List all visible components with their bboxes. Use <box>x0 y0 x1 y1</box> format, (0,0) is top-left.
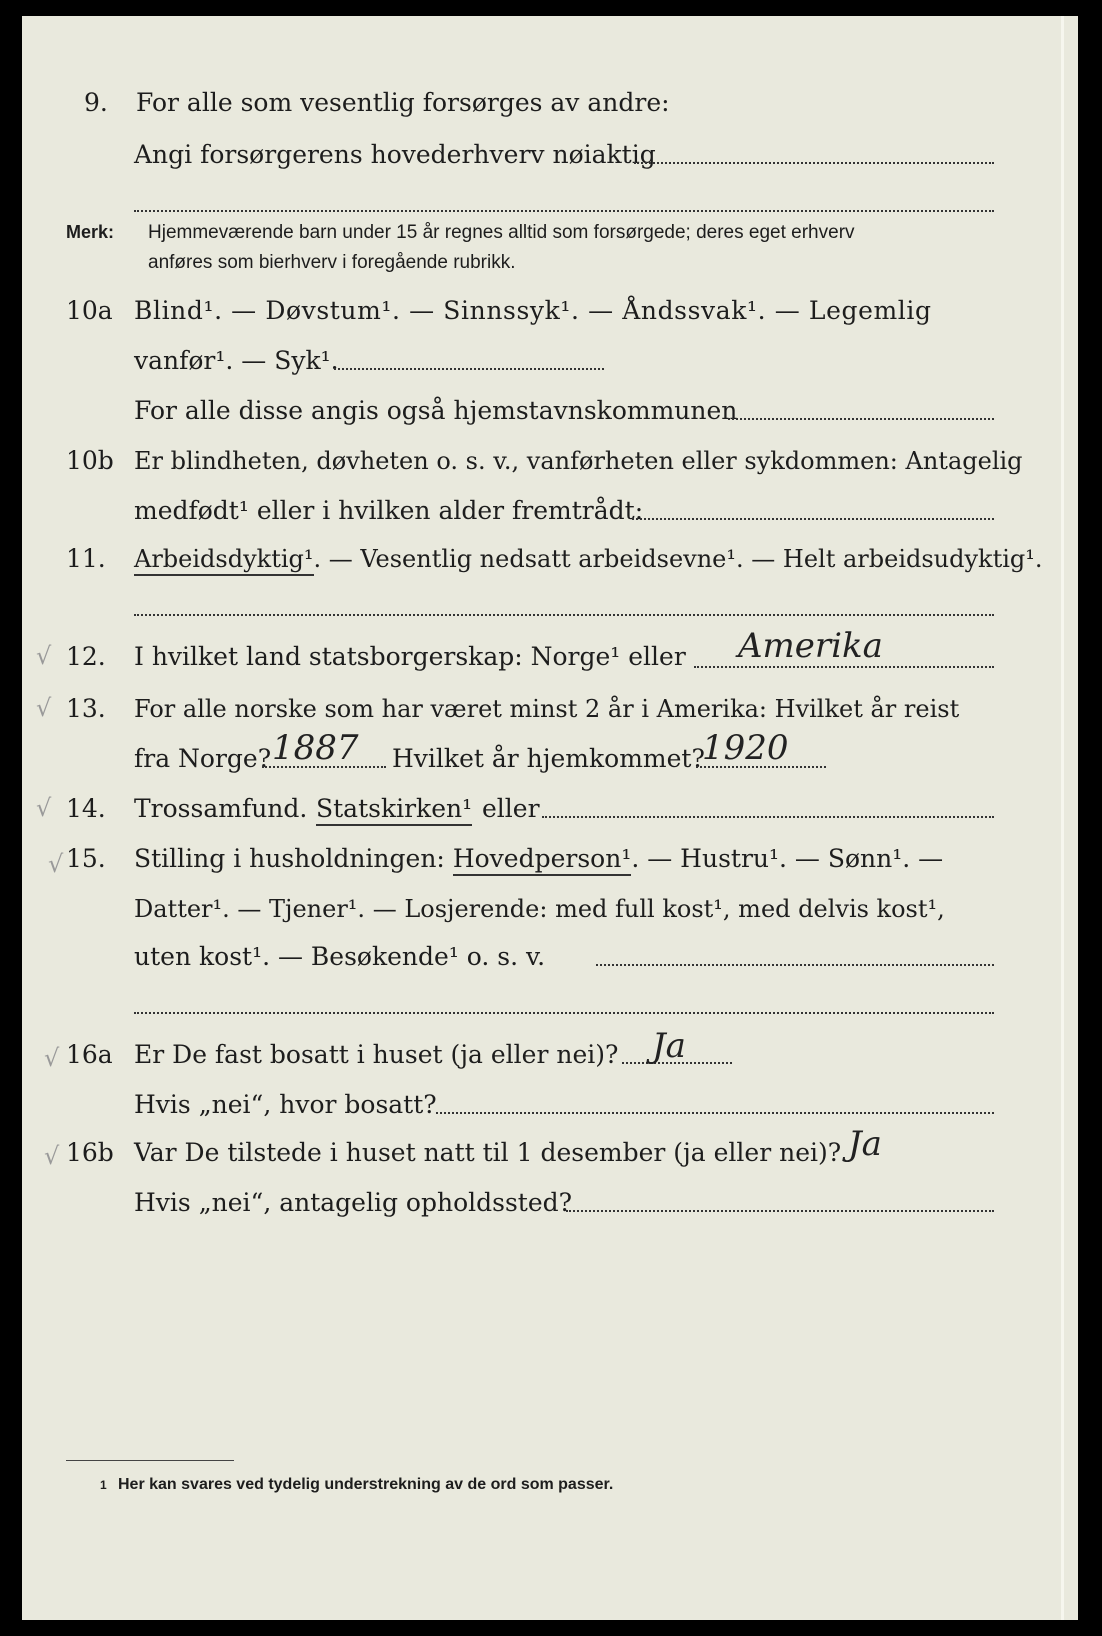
question-10a-municipality-line[interactable] <box>728 418 994 420</box>
census-form-page <box>22 16 1078 1620</box>
question-13-handwritten-year-returned[interactable]: 1920 <box>702 728 789 768</box>
question-13-check-mark: √ <box>36 694 52 722</box>
question-15-line1b: . — Hustru¹. — Sønn¹. — <box>631 844 944 873</box>
question-10a-line1: Blind¹. — Døvstum¹. — Sinnssyk¹. — Åndssvak¹. — Legemlig <box>134 296 932 325</box>
page-edge <box>1061 16 1064 1620</box>
question-9-line1: For alle som vesentlig forsørges av andre: <box>136 88 670 117</box>
question-12-handwritten-answer[interactable]: Amerika <box>738 626 883 666</box>
question-10a-number: 10a <box>66 296 113 325</box>
question-11-line <box>134 544 1043 574</box>
question-15-number: 15. <box>66 844 106 873</box>
question-11-rest: . — Vesentlig nedsatt arbeidsevne¹. — Helt arbeidsudyktig¹. <box>313 545 1043 573</box>
question-15-check-mark: √ <box>48 850 64 878</box>
question-16b-line2: Hvis „nei“, antagelig opholdssted? <box>134 1188 573 1217</box>
merk-label: Merk: <box>66 222 115 242</box>
question-14-answer-line[interactable] <box>542 816 994 818</box>
question-15-answer-line-2[interactable] <box>134 1012 994 1014</box>
question-12-answer-line[interactable] <box>694 666 994 668</box>
question-12-check-mark: √ <box>36 642 52 670</box>
question-15-line2: Datter¹. — Tjener¹. — Losjerende: med full kost¹, med delvis kost¹, <box>134 895 945 923</box>
question-14-rest: eller <box>482 794 540 823</box>
question-12-text: I hvilket land statsborgerskap: Norge¹ eller <box>134 642 686 671</box>
question-13-line2b: Hvilket år hjemkommet? <box>392 744 705 773</box>
merk-line1: Hjemmeværende barn under 15 år regnes alltid som forsørgede; deres eget erhverv <box>148 222 855 243</box>
merk-line2: anføres som bierhverv i foregående rubrikk. <box>148 252 516 273</box>
question-9-answer-line-2[interactable] <box>134 210 994 212</box>
question-14-text: Trossamfund. <box>134 794 308 823</box>
question-9-answer-line[interactable] <box>634 162 994 164</box>
question-10a-line2: vanfør¹. — Syk¹. <box>134 346 339 375</box>
question-15-line3: uten kost¹. — Besøkende¹ o. s. v. <box>134 942 546 971</box>
question-13-line2a: fra Norge? <box>134 744 272 773</box>
question-15-line1 <box>134 844 943 874</box>
question-11-answer-line[interactable] <box>134 614 994 616</box>
question-10b-line1: Er blindheten, døvheten o. s. v., vanførheten eller sykdommen: Antagelig <box>134 447 1023 475</box>
question-16a-check-mark: √ <box>44 1044 60 1072</box>
question-14-check-mark: √ <box>36 794 52 822</box>
footnote-text: Her kan svares ved tydelig understrekning av de ord som passer. <box>118 1476 614 1493</box>
footnote-rule <box>66 1460 234 1461</box>
question-9-number: 9. <box>84 88 108 117</box>
question-14-underlined-option[interactable]: Statskirken¹ <box>316 794 472 824</box>
question-15-underlined-option[interactable]: Hovedperson¹ <box>453 844 632 876</box>
question-16b-handwritten-answer[interactable]: Ja <box>848 1124 882 1164</box>
question-11-number: 11. <box>66 544 106 573</box>
question-14-number: 14. <box>66 794 106 823</box>
question-15-answer-line[interactable] <box>596 964 994 966</box>
question-10b-line2: medfødt¹ eller i hvilken alder fremtrådt: <box>134 496 644 525</box>
question-13-number: 13. <box>66 694 106 723</box>
question-10a-answer-line[interactable] <box>334 368 604 370</box>
question-10b-number: 10b <box>66 446 114 475</box>
question-10b-answer-line[interactable] <box>632 518 994 520</box>
question-16b-line1: Var De tilstede i huset natt til 1 desember (ja eller nei)? <box>134 1138 842 1167</box>
footnote-mark: 1 <box>100 1478 107 1492</box>
question-11-underlined-option[interactable]: Arbeidsdyktig¹ <box>134 545 314 576</box>
question-16a-number: 16a <box>66 1040 113 1069</box>
question-12-number: 12. <box>66 642 106 671</box>
question-16a-location-line[interactable] <box>436 1112 994 1114</box>
question-13-handwritten-year-left[interactable]: 1887 <box>272 728 359 768</box>
question-16a-line2: Hvis „nei“, hvor bosatt? <box>134 1090 437 1119</box>
question-15-line1a: Stilling i husholdningen: <box>134 844 445 873</box>
question-9-line2: Angi forsørgerens hovederhverv nøiaktig <box>134 140 656 169</box>
question-16a-line1: Er De fast bosatt i huset (ja eller nei)? <box>134 1040 619 1069</box>
question-16b-location-line[interactable] <box>566 1210 994 1212</box>
question-16b-number: 16b <box>66 1138 114 1167</box>
question-10a-line3: For alle disse angis også hjemstavnskommunen <box>134 396 738 425</box>
question-16a-handwritten-answer[interactable]: Ja <box>652 1026 686 1066</box>
question-16b-check-mark: √ <box>44 1142 60 1170</box>
question-13-line1: For alle norske som har været minst 2 år i Amerika: Hvilket år reist <box>134 695 960 723</box>
